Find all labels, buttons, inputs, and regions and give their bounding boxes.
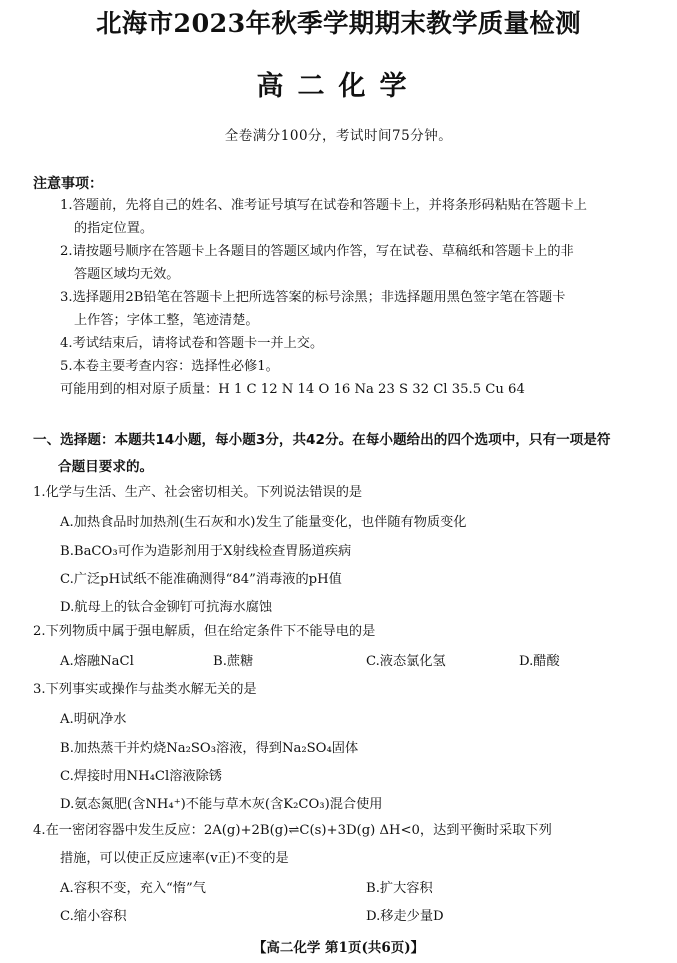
q3-option-b: B.加热蒸干并灼烧Na₂SO₃溶液，得到Na₂SO₄固体 bbox=[60, 741, 359, 756]
question-stem-1: 1.化学与生活、生产、社会密切相关。下列说法错误的是 bbox=[33, 485, 363, 500]
section-heading: 一、选择题：本题共14小题，每小题3分，共42分。在每小题给出的四个选项中，只有一项是符 bbox=[33, 432, 611, 448]
question-stem-4-cont: 措施，可以使正反应速率(v正)不变的是 bbox=[60, 851, 289, 866]
note-line: 2.请按题号顺序在答题卡上各题目的答题区域内作答，写在试卷、草稿纸和答题卡上的非 bbox=[60, 244, 574, 259]
q1-option-b: B.BaCO₃可作为造影剂用于X射线检查胃肠道疾病 bbox=[60, 544, 352, 559]
notes-heading: 注意事项： bbox=[33, 176, 103, 192]
q2-option-b: B.蔗糖 bbox=[213, 654, 254, 669]
note-line: 3.选择题用2B铅笔在答题卡上把所选答案的标号涂黑；非选择题用黑色签字笔在答题卡 bbox=[60, 290, 566, 305]
q3-option-c: C.焊接时用NH₄Cl溶液除锈 bbox=[60, 769, 222, 784]
note-line: 1.答题前，先将自己的姓名、准考证号填写在试卷和答题卡上，并将条形码粘贴在答题卡上 bbox=[60, 198, 587, 213]
q1-option-d: D.航母上的钛合金铆钉可抗海水腐蚀 bbox=[60, 600, 273, 615]
question-stem-4: 4.在一密闭容器中发生反应：2A(g)+2B(g)⇌C(s)+3D(g) ΔH<0，达到平衡时采取下列 bbox=[33, 823, 552, 838]
q3-option-d: D.氨态氮肥(含NH₄⁺)不能与草木灰(含K₂CO₃)混合使用 bbox=[60, 797, 383, 812]
note-line: 5.本卷主要考查内容：选择性必修1。 bbox=[60, 359, 279, 374]
atomic-masses: 可能用到的相对原子质量：H 1 C 12 N 14 O 16 Na 23 S 32 Cl 35.5 Cu 64 bbox=[60, 382, 525, 397]
q4-option-d: D.移走少量D bbox=[366, 909, 444, 924]
note-line: 上作答；字体工整，笔迹清楚。 bbox=[74, 313, 259, 328]
subject-title: 高二化学 bbox=[256, 71, 421, 102]
q1-option-a: A.加热食品时加热剂(生石灰和水)发生了能量变化，也伴随有物质变化 bbox=[60, 515, 467, 530]
q2-option-a: A.熔融NaCl bbox=[60, 654, 134, 669]
page-footer: 【高二化学 第1页(共6页)】 bbox=[252, 940, 425, 956]
q2-option-c: C.液态氯化氢 bbox=[366, 654, 446, 669]
q2-option-d: D.醋酸 bbox=[519, 654, 560, 669]
q4-option-c: C.缩小容积 bbox=[60, 909, 127, 924]
section-heading-cont: 合题目要求的。 bbox=[58, 459, 154, 475]
q3-option-a: A.明矾净水 bbox=[60, 712, 127, 727]
q4-option-a: A.容积不变，充入“惰”气 bbox=[60, 881, 206, 896]
q1-option-c: C.广泛pH试纸不能准确测得“84”消毒液的pH值 bbox=[60, 572, 342, 587]
exam-title: 北海市2023年秋季学期期末教学质量检测 bbox=[96, 9, 581, 39]
exam-meta: 全卷满分100分，考试时间75分钟。 bbox=[224, 128, 453, 144]
q4-option-b: B.扩大容积 bbox=[366, 881, 433, 896]
note-line: 的指定位置。 bbox=[74, 221, 154, 236]
question-stem-2: 2.下列物质中属于强电解质，但在给定条件下不能导电的是 bbox=[33, 624, 376, 639]
note-line: 4.考试结束后，请将试卷和答题卡一并上交。 bbox=[60, 336, 324, 351]
note-line: 答题区域均无效。 bbox=[74, 267, 180, 282]
question-stem-3: 3.下列事实或操作与盐类水解无关的是 bbox=[33, 682, 257, 697]
